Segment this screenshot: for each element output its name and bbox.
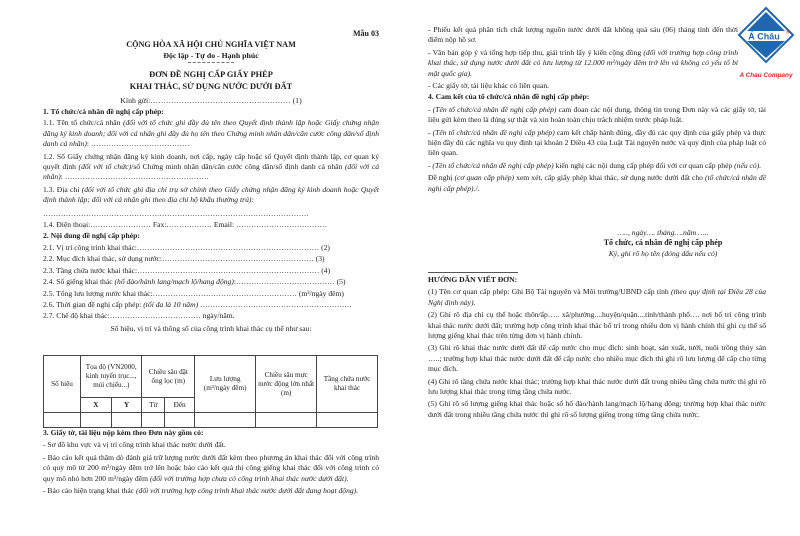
doc-item-4: - Phiếu kết quả phân tích chất lượng nguồn nước dưới đất không quá sáu (06) tháng tính đến thời điểm nộp hồ sơ. — [428, 25, 738, 45]
table-row — [44, 413, 378, 428]
th-chieu-sau-ong-loc: Chiều sâu đặt ống lọc (m) — [142, 356, 195, 398]
signature-title: Tổ chức, cá nhân đề nghị cấp phép — [603, 238, 723, 248]
request-lead: Đề nghị — [428, 173, 455, 183]
national-title: CỘNG HÒA XÃ HỘI CHỦ NGHĨA VIỆT NAM — [126, 40, 296, 49]
guide-heading: HƯỚNG DẪN VIẾT ĐƠN: — [428, 275, 518, 284]
guide-item-1 — [428, 287, 766, 308]
item-1-2-label: 1.2. Số Giấy chứng nhận đăng ký kinh doanh, nơi cấp, ngày cấp hoặc số Quyết định thành lập, cơ quan ký quyết định — [43, 151, 379, 172]
wells-table — [43, 355, 378, 428]
doc-item-6: - Các giấy tờ, tài liệu khác có liên quan. — [428, 81, 550, 91]
doc-item-5-text: - Văn bản góp ý và tổng hợp tiếp thu, giải trình lấy ý kiến cộng đồng — [428, 47, 644, 57]
guide-item-2: (2) Ghi rõ địa chỉ cụ thể hoặc thôn/ấp….. xã/phường....huyện/quận....tỉnh/thành phố…. nơi bố trí công trình khai thác nước dưới đất; trường hợp công trình khai thác bố trí trong nhiều đơn vị hành chính thì ghi cụ thể số lượng giếng khai thác trên từng đơn vị hành chính. — [428, 310, 766, 341]
document-page-right — [428, 0, 766, 536]
item-2-6 — [43, 300, 379, 310]
commit-3 — [428, 161, 766, 171]
request-agency: (cơ quan cấp phép) — [454, 173, 515, 183]
section-1 — [43, 107, 379, 334]
wells-table-wrap — [43, 355, 379, 428]
logo-text: Á Châu — [748, 31, 780, 42]
th-muc-nuoc: Chiều sâu mực nước động lớn nhất (m) — [256, 356, 317, 413]
cell-tang-chua[interactable] — [317, 413, 378, 428]
item-2-4-note: (hố đào/hành lang/mạch lộ/hang động) — [114, 277, 234, 287]
item-1-2 — [43, 152, 379, 183]
request-applicant: (tổ chức/cá nhân đề nghị cấp phép) — [428, 173, 766, 193]
section-3-heading: 3. Giấy tờ, tài liệu nộp kèm theo Đơn này gồm có: — [43, 428, 204, 437]
item-1-1 — [43, 118, 379, 149]
th-den: Đến — [165, 398, 195, 413]
item-2-5: 2.5. Tổng lưu lượng nước khai thác:………………………………………………… (m³/ngày đêm) — [43, 288, 344, 298]
item-1-2-blank: : ………………………………………………… — [60, 172, 210, 182]
th-so-hieu: Số hiệu — [44, 356, 81, 413]
item-1-3-note: (đối với tổ chức ghi địa chỉ trụ sở chính theo Giấy chứng nhận đăng ký kinh doanh hoặc Quyết định thành lập; đối với cá nhân ghi theo địa chỉ hộ khẩu thường trú): — [43, 184, 380, 205]
cell-x[interactable] — [81, 413, 112, 428]
item-2-4 — [43, 277, 379, 287]
item-1-3-blank: …………………………………………………………………………………………… — [43, 208, 309, 218]
commit-3-note: (nếu có). — [734, 160, 762, 170]
commit-2-name: - (Tên tổ chức/cá nhân đề nghị cấp phép) — [428, 127, 555, 137]
signature-block — [568, 228, 758, 259]
national-motto: Độc lập - Tự do - Hạnh phúc — [163, 51, 259, 60]
logo-caption — [738, 72, 792, 79]
item-1-2-note-org: (đối với tổ chức) — [78, 162, 132, 172]
signature-note: Ký, ghi rõ họ tên (đóng dấu nếu có) — [608, 248, 718, 258]
doc-item-1: - Sơ đồ khu vực và vị trí công trình khai thác nước dưới đất. — [43, 440, 226, 450]
commit-2 — [428, 128, 766, 159]
doc-item-2-text: - Báo cáo kết quả thăm dò đánh giá trữ lượng nước dưới đất kèm theo phương án khai thác đối với công trình có quy mô từ 200 m³/ngày đêm trở lên hoặc báo cáo kết quả thi công giếng khai thác đối với công trình có quy mô nhỏ hơn 200 m³/ngày đêm — [43, 452, 379, 483]
item-1-3-label: 1.3. Địa chỉ — [43, 184, 82, 194]
cell-muc-nuoc[interactable] — [256, 413, 317, 428]
commit-1-name: - (Tên tổ chức/cá nhân đề nghị cấp phép) — [428, 104, 557, 114]
item-2-2: 2.2. Mục đích khai thác, sử dụng nước:…………………………………………………… (3) — [43, 254, 325, 264]
doc-item-3-text: - Báo cáo hiện trạng khai thác — [43, 486, 136, 496]
doc-item-3-note: (đối với trường hợp công trình khai thác nước dưới đất đang hoạt động). — [136, 486, 359, 496]
item-2-6-blank: …………………………………………………… — [198, 299, 352, 309]
commit-3-name: - (Tên tổ chức/cá nhân đề nghị cấp phép) — [428, 160, 554, 170]
item-1-4: 1.4. Điện thoại:…………………… Fax:……………… Email: ……………………………… — [43, 220, 328, 230]
form-code: Mẫu 03 — [353, 29, 379, 38]
item-1-1-blank: : ………………………………… — [86, 139, 190, 149]
th-tang-chua-nuoc: Tầng chứa nước khai thác — [317, 356, 378, 413]
guide-item-1-note: (theo quy định tại Điều 28 của Nghị định này). — [428, 287, 767, 307]
commit-1 — [428, 105, 766, 126]
section-1-heading: 1. Tổ chức/cá nhân đề nghị cấp phép: — [43, 107, 164, 116]
item-1-3 — [43, 185, 379, 206]
logo-caption-text: A Chau Company — [739, 72, 793, 79]
item-2-4-label: 2.4. Số giếng khai thác — [43, 277, 115, 287]
guide-item-5: (5) Ghi rõ số lượng giếng khai thác hoặc số hố đào/hành lang/mạch lộ/hang động; trường hợp khai thác nước dưới đất trong nhiều tầng chứa nước thì ghi rõ số lượng giếng trong từng tầng chứa nước. — [428, 399, 766, 419]
cell-y[interactable] — [111, 413, 142, 428]
th-y: Y — [111, 398, 142, 413]
signature-date: ….., ngày…. tháng….năm ….. — [617, 228, 709, 237]
doc-item-2-note: (đối với trường hợp chưa có công trình khai thác nước dưới đất). — [149, 473, 349, 483]
table-caption: Số hiệu, vị trí và thông số của công trình khai thác cụ thể như sau: — [110, 323, 312, 333]
request-text: xem xét, cấp giấy phép khai thác, sử dụng nước dưới đất cho — [514, 173, 706, 183]
doc-item-5 — [428, 48, 766, 79]
request-paragraph — [428, 173, 766, 194]
section-3 — [43, 428, 379, 496]
guide-section — [428, 272, 766, 420]
th-toa-do: Tọa độ (VN2000, kinh tuyến trục..., múi chiếu...) — [81, 356, 142, 398]
document-title-line1: ĐƠN ĐỀ NGHỊ CẤP GIẤY PHÉP — [149, 70, 273, 79]
item-2-1: 2.1. Vị trí công trình khai thác:……………………………………………………………… (2) — [43, 242, 330, 252]
guide-item-3: (3) Ghi rõ khai thác nước dưới đất để cấp nước cho mục đích: sinh hoạt, sản xuất, tưới, nuôi trồng thủy sản …..; trường hợp khai thác nước dưới đất để cấp nước cho nhiều mục đích thì ghi rõ lưu lượng để cấp cho từng mục đích. — [428, 343, 766, 374]
item-2-4-blank: :………………………………… (5) — [233, 277, 346, 287]
addressee: Kính gửi:……………………………………………… (1) — [120, 96, 302, 105]
commit-1-text: cam đoan các nội dung, thông tin trong Đơn này và các giấy tờ, tài liệu gửi kèm theo là đúng sự thật và xin hoàn toàn chịu trách nhiệm trước pháp luật. — [428, 104, 767, 125]
item-2-6-note: (tối đa là 10 năm) — [143, 299, 199, 309]
doc-item-2 — [43, 453, 379, 484]
section-4-heading: 4. Cam kết của tổ chức/cá nhân đề nghị cấp phép: — [428, 92, 590, 102]
guide-separator — [428, 272, 518, 273]
item-1-1-label: 1.1. Tên tổ chức/cá nhân — [43, 118, 123, 128]
item-2-7: 2.7. Chế độ khai thác:……………………………… ngày/năm. — [43, 311, 235, 321]
section-3-continued — [428, 25, 766, 194]
document-title-line2: KHAI THÁC, SỬ DỤNG NƯỚC DƯỚI ĐẤT — [129, 82, 293, 91]
document-page-left — [43, 0, 379, 536]
th-luu-luong: Lưu lượng (m³/ngày đêm) — [195, 356, 256, 413]
logo-registered-mark: ® — [786, 30, 790, 36]
cell-so-hieu[interactable] — [44, 413, 81, 428]
guide-item-4: (4) Ghi rõ tầng chứa nước khai thác; trường hợp khai thác nước dưới đất trong nhiều tầng chứa nước thì ghi rõ lưu lượng khai thác trong từng tầng chứa nước. — [428, 376, 766, 397]
doc-item-3 — [43, 486, 379, 496]
item-2-6-label: 2.6. Thời gian đề nghị cấp phép: — [43, 299, 144, 309]
commit-3-text: kiến nghị các nội dung cấp phép đối với cơ quan cấp phép — [553, 160, 735, 170]
cell-tu[interactable] — [142, 413, 165, 428]
cell-luu-luong[interactable] — [195, 413, 256, 428]
logo-diamond-icon — [733, 0, 799, 90]
item-2-3: 2.3. Tầng chứa nước khai thác:……………………………………………………………… (4) — [43, 265, 331, 275]
title-divider — [188, 62, 234, 63]
section-2-heading: 2. Nội dung đề nghị cấp phép: — [43, 231, 140, 241]
cell-den[interactable] — [165, 413, 195, 428]
th-x: X — [81, 398, 112, 413]
item-1-1-note: (đối với tổ chức ghi đầy đủ tên theo Quyết định thành lập hoặc Giấy chứng nhận đăng ký kinh doanh; đối với cá nhân ghi đầy đủ họ tên theo Chứng minh nhân dân/căn cước công dân/số định danh cá nhân) — [43, 118, 379, 149]
item-1-2-label-b: /số Chứng minh nhân dân/căn cước công dân/số định danh cá nhân — [131, 162, 345, 172]
doc-item-5-note: (đối với trường hợp công trình khai thác, sử dụng nước dưới đất có lưu lượng từ 12.000 m³/ngày đêm trở lên và không có yếu tố bí mật quốc gia). — [428, 47, 738, 78]
guide-item-1-text: (1) Tên cơ quan cấp phép: Ghi Bộ Tài nguyên và Môi trường/UBND cấp tỉnh — [428, 287, 671, 297]
item-1-2-note-person: (đối với cá nhân) — [43, 162, 380, 182]
commit-2-text: cam kết chấp hành đúng, đầy đủ các quy định của giấy phép và thực hiện đầy đủ các nghĩa vụ quy định tại khoản 2 Điều 43 của Luật Tài nguyên nước và quy định của pháp luật có liên quan. — [428, 127, 767, 158]
request-end: ./. — [473, 183, 480, 193]
th-tu: Từ — [142, 398, 165, 413]
company-logo — [733, 0, 799, 90]
